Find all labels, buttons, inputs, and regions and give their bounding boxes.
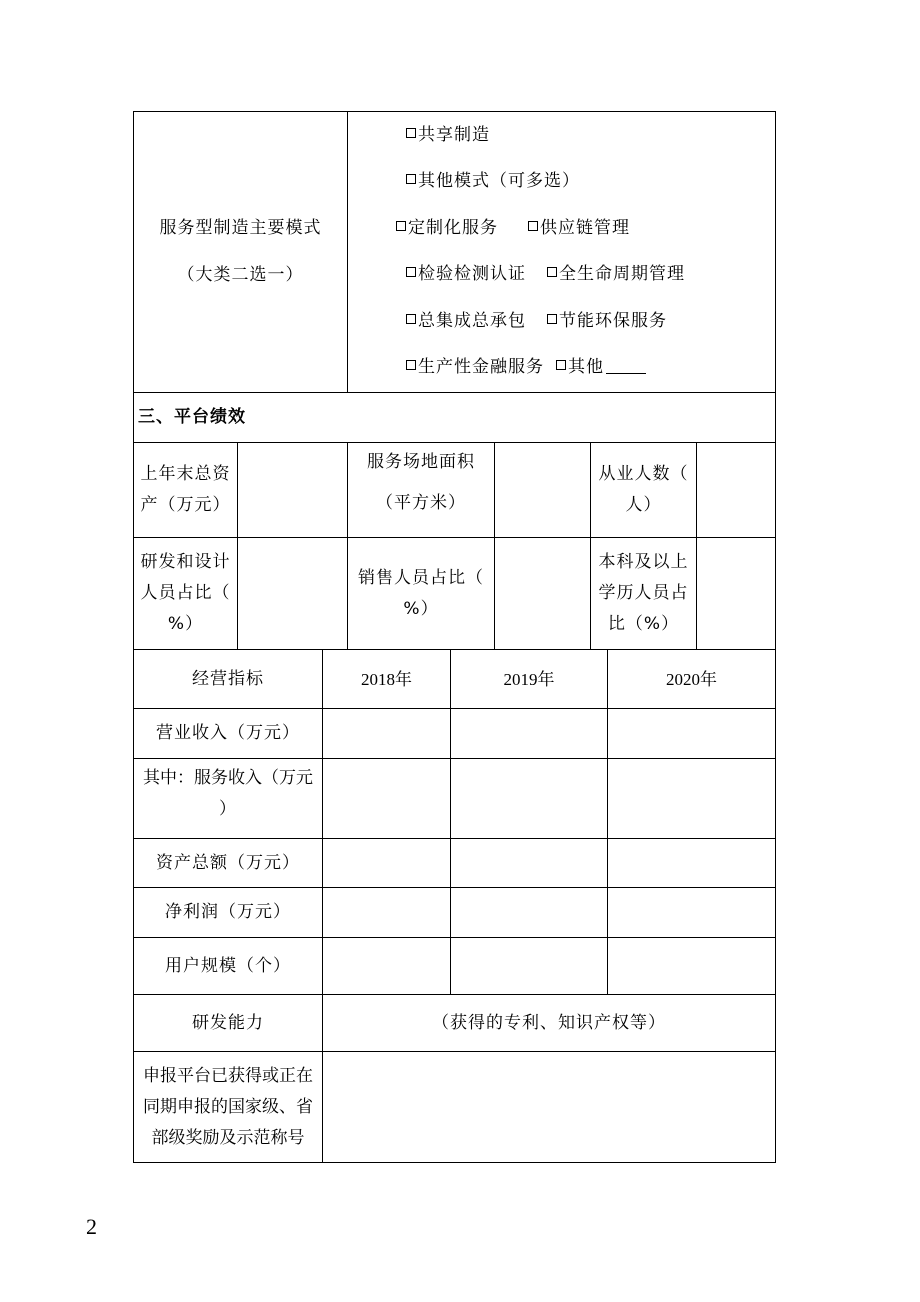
service-mode-note: （大类二选一） — [177, 265, 304, 285]
checkbox-icon[interactable] — [406, 314, 416, 324]
profit-2018-input[interactable] — [323, 888, 450, 937]
education-ratio-input[interactable] — [697, 538, 775, 649]
checkbox-icon[interactable] — [547, 267, 557, 277]
option-supply-chain[interactable]: 供应链管理 — [528, 213, 630, 238]
total-assets-label: 上年末总资 产（万元） — [140, 464, 231, 515]
checkbox-icon[interactable] — [406, 360, 416, 370]
rd-ratio-input[interactable] — [238, 538, 347, 649]
checkbox-icon[interactable] — [406, 128, 416, 138]
sales-ratio-label: 销售人员占比（ %） — [358, 567, 484, 619]
checkbox-icon[interactable] — [396, 221, 406, 231]
profit-2019-input[interactable] — [451, 888, 607, 937]
users-2020-input[interactable] — [608, 938, 775, 994]
assets-2018-input[interactable] — [323, 839, 450, 887]
service-revenue-2020-input[interactable] — [608, 759, 775, 838]
service-mode-label-cell — [134, 112, 347, 392]
venue-area-label: 服务场地面积 （平方米） — [367, 452, 475, 513]
year-header-2019: 2019年 — [503, 669, 555, 689]
row-label-service-revenue: 其中：服务收入（万元 ） — [143, 768, 313, 819]
row-label-revenue: 营业收入（万元） — [156, 723, 300, 743]
awards-field[interactable] — [323, 1052, 775, 1162]
service-mode-label: 服务型制造主要模式 — [159, 218, 322, 238]
users-2019-input[interactable] — [451, 938, 607, 994]
users-2018-input[interactable] — [323, 938, 450, 994]
row-label-users: 用户规模（个） — [165, 955, 291, 976]
option-customized[interactable]: 定制化服务 — [396, 213, 498, 238]
education-ratio-label: 本科及以上 学历人员占 比（%） — [598, 552, 689, 634]
service-revenue-2019-input[interactable] — [451, 759, 607, 838]
option-other-modes[interactable]: 其他模式（可多选） — [406, 166, 580, 191]
revenue-2019-input[interactable] — [451, 709, 607, 758]
row-label-profit: 净利润（万元） — [165, 902, 291, 922]
checkbox-icon[interactable] — [406, 174, 416, 184]
option-other[interactable]: 其他 — [556, 352, 646, 377]
checkbox-icon[interactable] — [547, 314, 557, 324]
option-shared[interactable]: 共享制造 — [406, 120, 490, 145]
staff-count-input[interactable] — [697, 443, 775, 537]
checkbox-icon[interactable] — [556, 360, 566, 370]
rd-ratio-label: 研发和设计 人员占比（ %） — [140, 552, 231, 634]
total-assets-input[interactable] — [238, 443, 347, 537]
other-blank-field[interactable] — [606, 359, 646, 374]
year-header-2018: 2018年 — [361, 669, 412, 689]
ops-header-label: 经营指标 — [192, 668, 264, 689]
profit-2020-input[interactable] — [608, 888, 775, 937]
revenue-2018-input[interactable] — [323, 709, 450, 758]
section-title: 三、平台绩效 — [138, 407, 246, 427]
staff-count-label: 从业人数（ 人） — [598, 464, 689, 515]
rd-ability-label: 研发能力 — [192, 1012, 264, 1033]
checkbox-icon[interactable] — [528, 221, 538, 231]
row-label-assets: 资产总额（万元） — [156, 852, 300, 873]
assets-2019-input[interactable] — [451, 839, 607, 887]
rd-ability-note: （获得的专利、知识产权等） — [432, 1012, 666, 1033]
year-header-2020: 2020年 — [666, 669, 717, 689]
option-energy[interactable]: 节能环保服务 — [547, 306, 667, 331]
revenue-2020-input[interactable] — [608, 709, 775, 758]
awards-label: 申报平台已获得或正在 同期申报的国家级、省 部级奖励及示范称号 — [143, 1065, 313, 1148]
option-lifecycle[interactable]: 全生命周期管理 — [547, 259, 685, 284]
checkbox-icon[interactable] — [406, 267, 416, 277]
venue-area-input[interactable] — [495, 443, 590, 537]
service-revenue-2018-input[interactable] — [323, 759, 450, 838]
sales-ratio-input[interactable] — [495, 538, 590, 649]
rd-ability-field[interactable] — [323, 995, 775, 1051]
option-turnkey[interactable]: 总集成总承包 — [406, 306, 526, 331]
page-number: 2 — [86, 1214, 97, 1239]
option-inspection[interactable]: 检验检测认证 — [406, 259, 526, 284]
assets-2020-input[interactable] — [608, 839, 775, 887]
option-finance[interactable]: 生产性金融服务 — [406, 352, 544, 377]
